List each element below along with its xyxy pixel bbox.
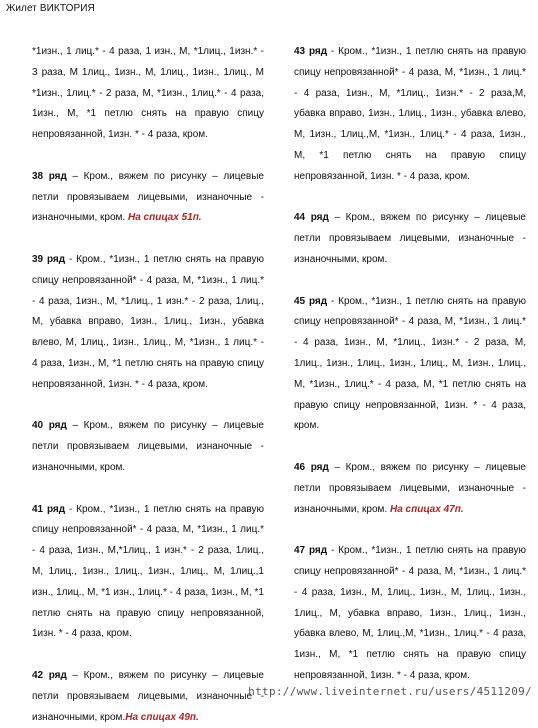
row-paragraph — [32, 42, 264, 146]
row-paragraph — [294, 292, 526, 438]
row-number: 41 ряд — [32, 503, 66, 515]
row-number: 44 ряд — [294, 212, 329, 224]
row-text: – Кром., вяжем по рисунку – лицевые петли провязываем лицевыми, изнаночные - изнаночными, кром. — [294, 461, 526, 515]
row-text: – Кром., вяжем по рисунку – лицевые петли провязываем лицевыми, изнаночные - изнаночными, кром. — [32, 420, 264, 473]
row-text: - Кром., *1изн., 1 петлю снять на правую спицу непровязанной* - 4 раза, М, *1изн., 1 лиц.* - 4 раза, 1изн., М, 1лиц., 1изн., М, 1лиц., 1изн., 1лиц., М, убавка вправо, 1изн., 1лиц., 1изн., убавка влево, М, 1лиц.,М, *1изн., 1лиц.* - 4 раза, 1изн., М, *1 петлю снять на правую спицу непровязанной, 1изн. * - 4 раза, кром. — [294, 545, 527, 681]
row-number: 40 ряд — [32, 420, 67, 432]
row-paragraph — [32, 416, 264, 478]
row-paragraph — [294, 42, 526, 188]
row-paragraph — [32, 250, 264, 396]
stitch-count-note: На спицах 49п. — [125, 711, 199, 723]
row-paragraph — [294, 541, 526, 687]
row-paragraph — [32, 500, 264, 646]
row-paragraph — [32, 666, 264, 728]
watermark-url: http://www.liveinternet.ru/users/4511209/ — [248, 685, 532, 698]
right-column — [294, 42, 526, 687]
row-text: - Кром., *1изн., 1 петлю снять на правую спицу непровязанной* - 4 раза, М, *1изн., 1 лиц.* - 4 раза, 1изн., М,*1лиц., 1 изн.* - 2 раза, 1лиц., М, 1лиц., 1изн., 1лиц., 1изн., 1лиц., М, 1лиц.,1 изн., 1лиц., М, *1 изн., 1лиц.* - 4 раза, 1изн., М, *1 петлю снять на правую спицу непровязанной, 1изн. * - 4 раза, кром. — [32, 503, 265, 640]
row-paragraph — [32, 167, 264, 229]
row-paragraph — [294, 208, 526, 270]
row-number: 46 ряд — [294, 461, 329, 473]
row-text: – Кром., вяжем по рисунку – лицевые петли провязываем лицевыми, изнаночные - изнаночными, кром. — [32, 669, 264, 723]
row-number: 45 ряд — [294, 295, 328, 307]
row-paragraph — [294, 458, 526, 520]
row-number: 47 ряд — [294, 545, 328, 557]
row-number: 42 ряд — [32, 669, 67, 681]
left-column — [32, 42, 264, 728]
row-text: *1изн., 1 лиц.* - 4 раза, 1 изн., М, *1лиц., 1изн.* - 3 раза, М 1лиц., 1изн., М, 1лиц., 1изн., 1лиц., М *1изн., 1лиц.* - 2 раза, М, *1изн., 1лиц.* - 4 раза, 1изн., М, *1 петлю снять на правую спицу непровязанной, 1изн. * - 4 раза, кром. — [32, 46, 264, 141]
document-header: Жилет ВИКТОРИЯ — [6, 3, 95, 14]
row-number: 39 ряд — [32, 253, 66, 265]
row-text: – Кром., вяжем по рисунку – лицевые петли провязываем лицевыми, изнаночные - изнаночными, кром. — [32, 170, 264, 224]
row-text: - Кром., *1изн., 1 петлю снять на правую спицу непровязанной* - 4 раза, М, *1изн., 1 лиц.* - 4 раза, 1изн., М, *1лиц., 1изн.* - 2 раза,М, убавка вправо, 1изн., 1лиц., 1изн., убавка влево, М, 1изн., 1лиц.,М, *1изн., 1лиц.* - 4 раза, 1изн., М, *1 петлю снять на правую спицу непровязанной, 1изн. * - 4 раза, кром. — [294, 46, 527, 182]
stitch-count-note: На спицах 47п. — [390, 503, 464, 515]
row-text: - Кром., *1изн., 1 петлю снять на правую спицу непровязанной* - 4 раза, М, *1изн., 1 лиц.* - 4 раза, 1изн., М, *1лиц., 1изн.* - 2 раза, М, 1лиц., 1изн., 1лиц., 1изн., 1лиц., М, 1изн., 1лиц., М, *1изн., 1лиц.* - 4 раза, М, *1 петлю снять на правую спицу непровязанной, 1изн. * - 4 раза, кром. — [294, 295, 527, 432]
stitch-count-note: На спицах 51п. — [128, 212, 202, 224]
row-text: - Кром., *1изн., 1 петлю снять на правую спицу непровязанной* - 4 раза, М, *1изн., 1 лиц.* - 4 раза, 1изн., М, *1лиц., 1 изн.* - 2 раза, 1лиц., М, убавка вправо, 1изн., 1лиц., 1изн., убавка влево, М, 1лиц., 1изн., 1лиц., М, *1изн., 1 лиц.* - 4 раза, 1изн., М, *1 петлю снять на правую спицу непровязанной, 1изн. * - 4 раза, кром. — [32, 253, 265, 390]
row-number: 43 ряд — [294, 46, 328, 57]
row-number: 38 ряд — [32, 170, 67, 182]
row-text: – Кром., вяжем по рисунку – лицевые петли провязываем лицевыми, изнаночные - изнаночными, кром. — [294, 212, 526, 265]
